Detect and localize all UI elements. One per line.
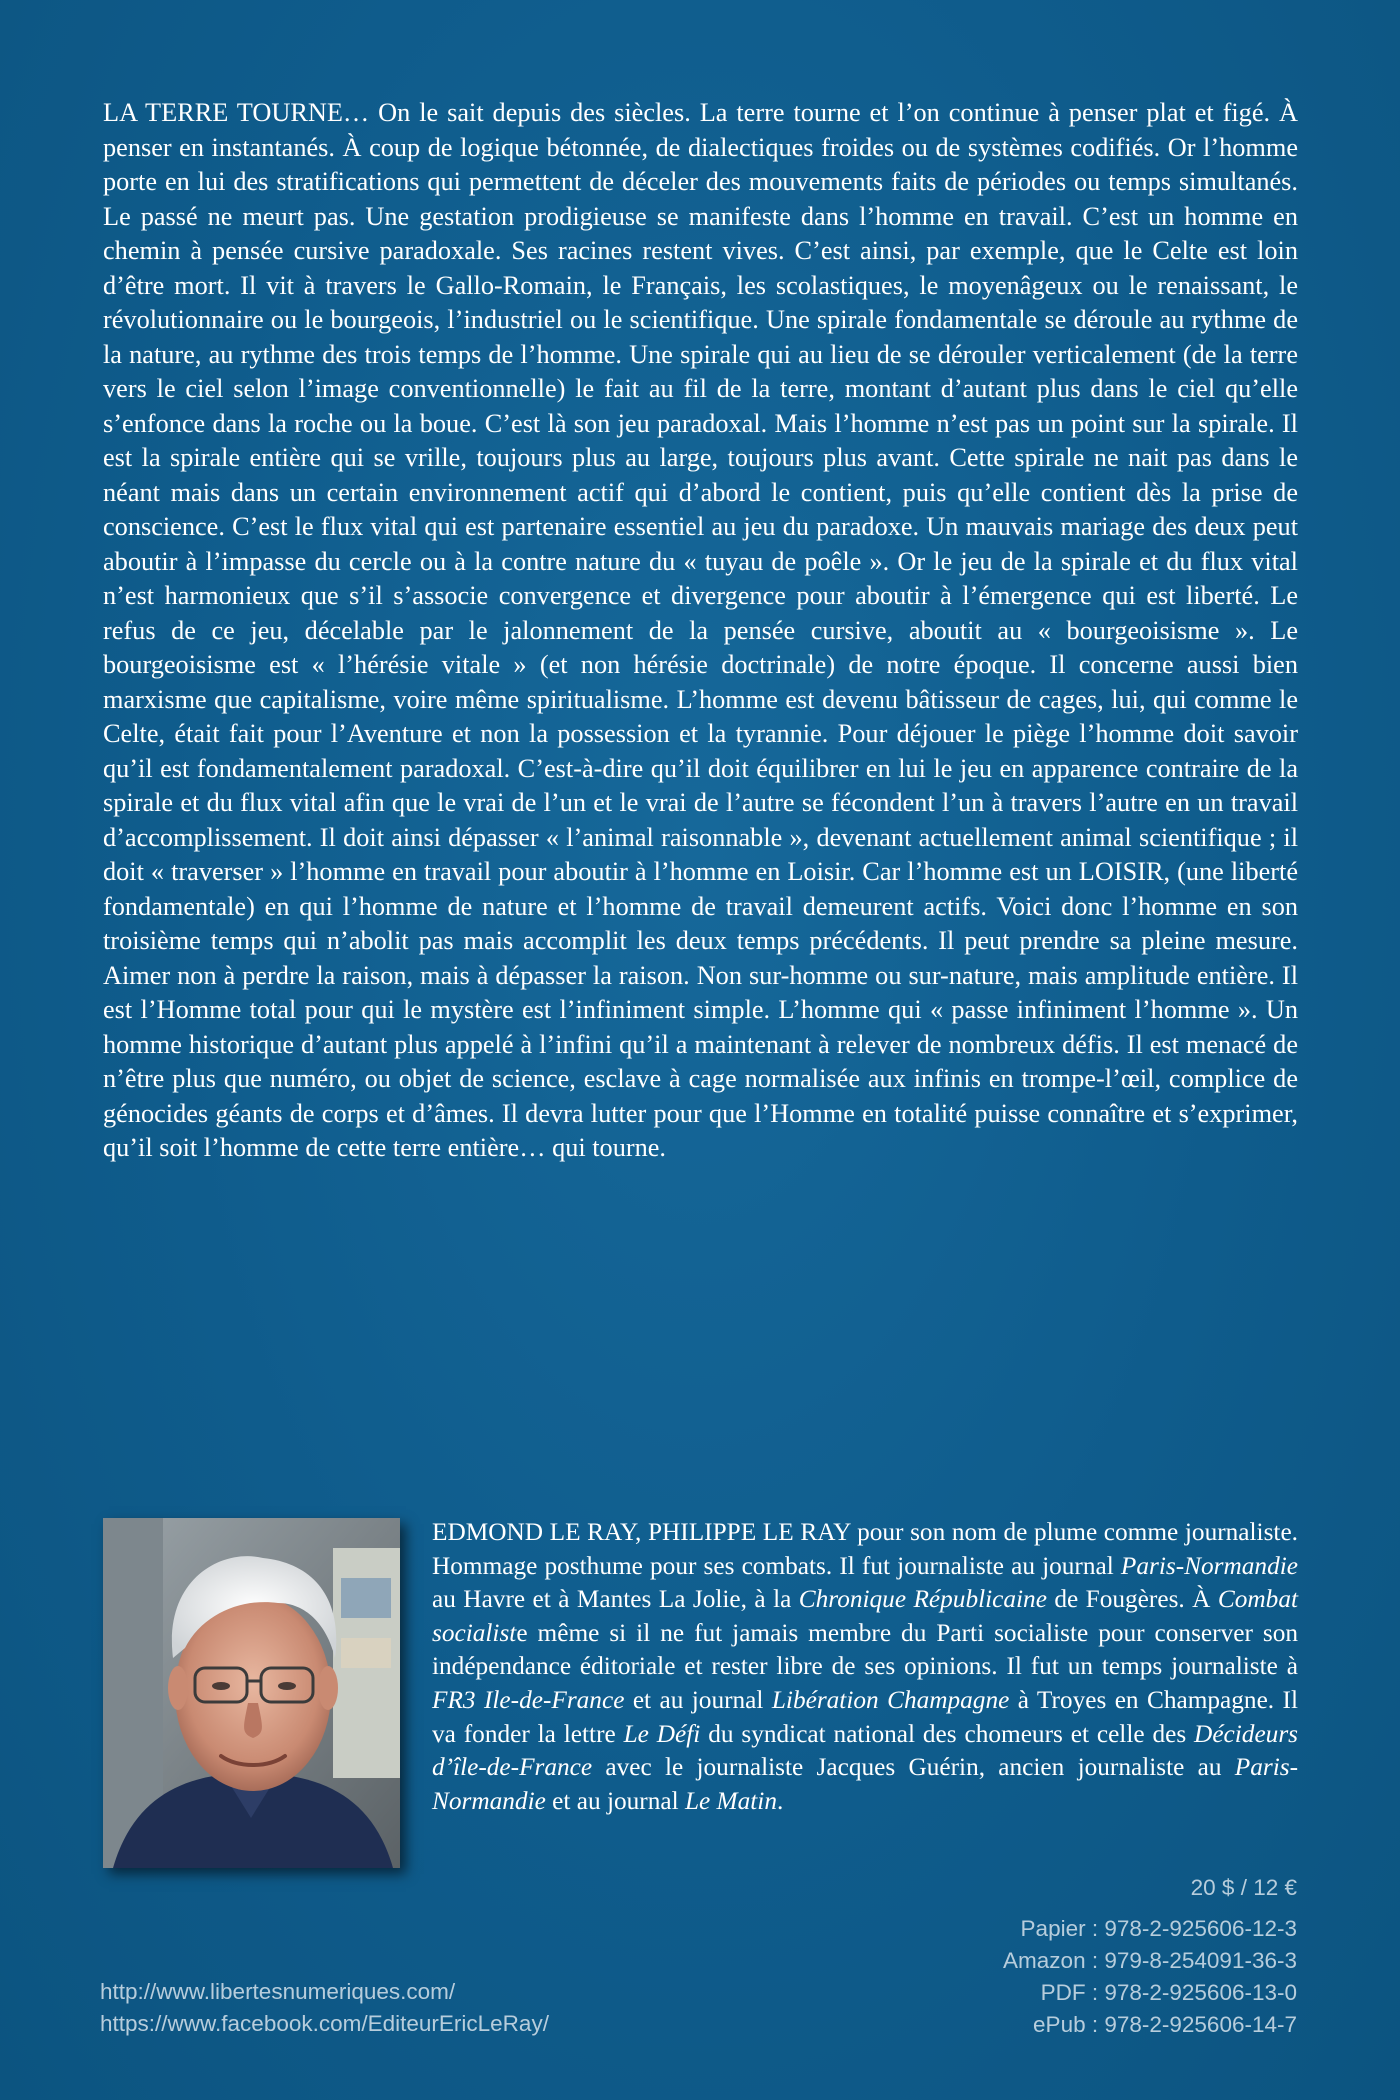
- bio-text: et au journal: [545, 1786, 685, 1815]
- isbn-list: [1003, 1913, 1297, 2041]
- bio-text: .: [777, 1786, 784, 1815]
- publication-name: FR3 Ile-de-France: [432, 1685, 625, 1714]
- publisher-links: [100, 1976, 549, 2040]
- isbn-amazon: Amazon : 979-8-254091-36-3: [1003, 1948, 1297, 1973]
- publication-name: Chronique Républicaine: [798, 1585, 1047, 1614]
- author-photo: [103, 1518, 400, 1868]
- author-bio: [432, 1516, 1298, 1818]
- website-link[interactable]: http://www.libertesnumeriques.com/: [100, 1979, 456, 2004]
- publication-name: Le Matin: [684, 1786, 777, 1815]
- bio-text: EDMOND LE RAY, PHILIPPE LE RAY pour son nom de plume comme journaliste. Hommage posthume pour ses combats. Il fut journaliste au journal: [432, 1518, 1298, 1580]
- isbn-pdf: PDF : 978-2-925606-13-0: [1040, 1980, 1297, 2005]
- isbn-paper: Papier : 978-2-925606-12-3: [1020, 1916, 1297, 1941]
- bio-text: avec le journaliste Jacques Guérin, ancien journaliste au: [592, 1753, 1235, 1782]
- publication-name: Le Défi: [623, 1719, 701, 1748]
- bio-text: et au journal: [624, 1685, 772, 1714]
- main-text: LA TERRE TOURNE… On le sait depuis des siècles. La terre tourne et l’on continue à penser plat et figé. À penser en instantanés. À coup de logique bétonnée, de dialectiques froides ou de systèmes codifiés. Or l’homme porte en lui des stratifications qui permettent de déceler des mouvements faits de périodes ou temps simultanés. Le passé ne meurt pas. Une gestation prodigieuse se manifeste dans l’homme en travail. C’est un homme en chemin à pensée cursive paradoxale. Ses racines restent vives. C’est ainsi, par exemple, que le Celte est loin d’être mort. Il vit à travers le Gallo-Romain, le Français, les scolastiques, le moyenâgeux ou le renaissant, le révolutionnaire ou le bourgeois, l’industriel ou le scientifique. Une spirale fondamentale se déroule au rythme de la nature, au rythme des trois temps de l’homme. Une spirale qui au lieu de se dérouler verticalement (de la terre vers le ciel selon l’image conventionnelle) le fait au fil de la terre, montant d’autant plus dans le ciel qu’elle s’enfonce dans la roche ou la boue. C’est là son jeu paradoxal. Mais l’homme n’est pas un point sur la spirale. Il est la spirale entière qui se vrille, toujours plus au large, toujours plus avant. Cette spirale ne nait pas dans le néant mais dans un certain environnement actif qui d’abord le contient, puis qu’elle contient dès la prise de conscience. C’est le flux vital qui est partenaire essentiel au jeu du paradoxe. Un mauvais mariage des deux peut aboutir à l’impasse du cercle ou à la contre nature du « tuyau de poêle ». Or le jeu de la spirale et du flux vital n’est harmonieux que s’il s’associe convergence et divergence pour aboutir à l’émergence qui est liberté. Le refus de ce jeu, décelable par le jalonnement de la pensée cursive, aboutit au « bourgeoisisme ». Le bourgeoisisme est « l’hérésie vitale » (et non hérésie doctrinale) de notre époque. Il concerne aussi bien marxisme que capitalisme, voire même spiritualisme. L’homme est devenu bâtisseur de cages, lui, qui comme le Celte, était fait pour l’Aventure et non la possession et la tyrannie. Pour déjouer le piège l’homme doit savoir qu’il est fondamentalement paradoxal. C’est-à-dire qu’il doit équilibrer en lui le jeu en apparence contraire de la spirale et du flux vital afin que le vrai de l’un et le vrai de l’autre se fécondent l’un à travers l’autre en un travail d’accomplissement. Il doit ainsi dépasser « l’animal raisonnable », devenant actuellement animal scientifique ; il doit « traverser » l’homme en travail pour aboutir à l’homme en Loisir. Car l’homme est un LOISIR, (une liberté fondamentale) en qui l’homme de nature et l’homme de travail demeurent actifs. Voici donc l’homme en son troisième temps qui n’abolit pas mais accomplit les deux temps précédents. Il peut prendre sa pleine mesure. Aimer non à perdre la raison, mais à dépasser la raison. Non sur-homme ou sur-nature, mais amplitude entière. Il est l’Homme total pour qui le mystère est l’infiniment simple. L’homme qui « passe infiniment l’homme ». Un homme historique d’autant plus appelé à l’infini qu’il a maintenant à relever de nombreux défis. Il est menacé de n’être plus que numéro, ou objet de science, esclave à cage normalisée aux infinis en trompe-l’œil, complice de génocides géants de corps et d’âmes. Il devra lutter pour que l’Homme en totalité puisse connaître et s’exprimer, qu’il soit l’homme de cette terre entière… qui tourne.: [103, 98, 1298, 1162]
- bio-text: à Troyes en Champagne. Il va fonder la lettre: [432, 1685, 1298, 1748]
- publication-name: Décideurs d’île-de-France: [432, 1719, 1299, 1782]
- publication-name: Combat socialist: [432, 1585, 1298, 1647]
- bio-text: au Havre et à Mantes La Jolie, à la: [432, 1585, 799, 1614]
- bio-text: de Fougères. À: [1046, 1585, 1218, 1614]
- isbn-epub: ePub : 978-2-925606-14-7: [1033, 2012, 1297, 2037]
- bio-text: e même si il ne fut jamais membre du Parti socialiste pour conserver son indépendance éditoriale et rester libre de ses opinions. Il fut un temps journaliste à: [432, 1618, 1298, 1681]
- publication-name: Paris-Normandie: [432, 1753, 1298, 1815]
- price: 20 $ / 12 €: [1190, 1875, 1297, 1900]
- facebook-link[interactable]: https://www.facebook.com/EditeurEricLeRay/: [100, 2011, 549, 2036]
- bio-text: du syndicat national des chomeurs et celle des: [700, 1719, 1195, 1748]
- publication-name: Libération Champagne: [771, 1685, 1010, 1714]
- publication-name: Paris-Normandie: [1120, 1551, 1298, 1580]
